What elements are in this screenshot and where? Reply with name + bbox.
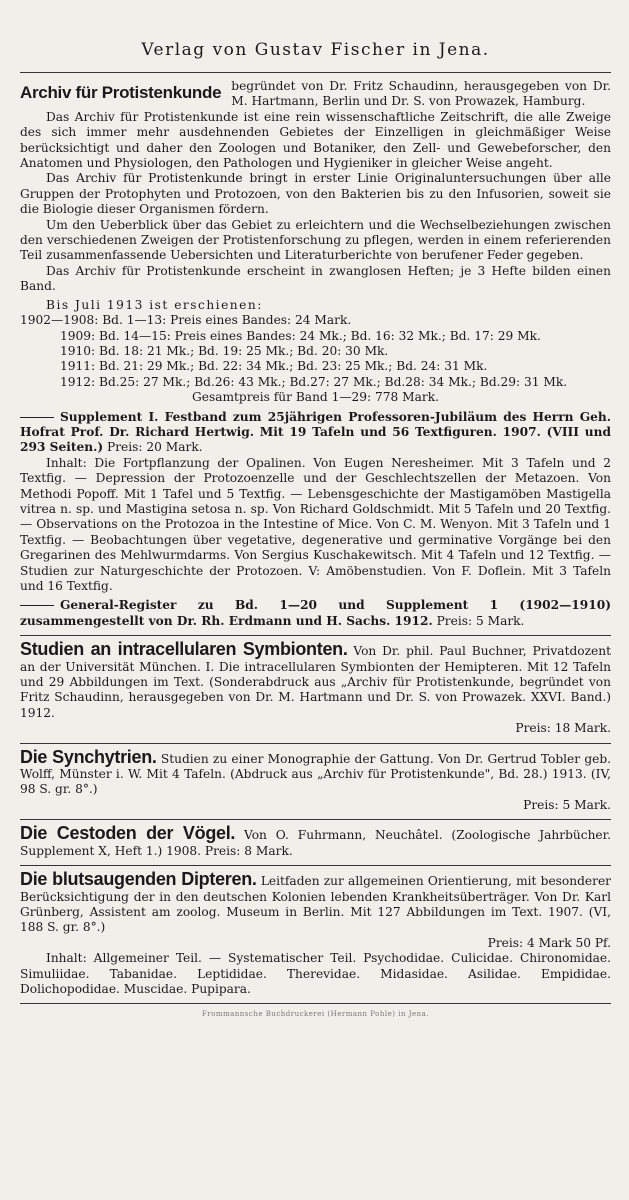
cestoden-title: Die Cestoden der Vögel. — [20, 823, 236, 844]
register-price: Preis: 5 Mark. — [436, 613, 525, 628]
total-price: Gesamtpreis für Band 1—29: 778 Mark. — [192, 390, 439, 405]
archiv-until: Bis Juli 1913 ist erschienen: — [46, 297, 263, 312]
archiv-paragraph-1: Das Archiv für Protistenkunde ist eine rein wissenschaftliche Zeitschrift, die alle Zweige des sich immer mehr ausdehnenden Gebietes der Einzelligen in gleichmäßiger Weise berücksichtigt und daher den Zoologen und Botaniker, den Zell- und Gewebeforscher, den Anatomen und Physiologen, den Pathologen und Hygieniker in gleicher Weise angeht. — [20, 109, 611, 171]
synchytrien-text: Studien zu einer Monographie der Gattung. Von Dr. Gertrud Tobler geb. Wolff, Münster i. W. Mit 4 Tafeln. (Abdruck aus „Archiv für Protistenkunde", Bd. 28.) 1913. (IV, 98 S. gr. 8°.) — [20, 751, 612, 797]
volume-list — [20, 313, 611, 390]
dash-rule — [20, 605, 54, 606]
dipteren-contents: Inhalt: Allgemeiner Teil. — Systematischer Teil. Psychodidae. Culicidae. Chironomidae. Simuliidae. Tabanidae. Leptididae. Therevidae. Midasidae. Asilidae. Empididae. Dolichopodidae. Muscidae. Pupipara. — [20, 951, 611, 996]
cestoden-text: Von O. Fuhrmann, Neuchâtel. (Zoologische Jahrbücher. Supplement X, Heft 1.) 1908. Preis: 8 Mark. — [20, 828, 612, 858]
publisher-header: Verlag von Gustav Fischer in Jena. — [141, 40, 490, 60]
studien-text: Von Dr. phil. Paul Buchner, Privatdozent an der Universität München. I. Die intracellularen Symbionten der Hemipteren. Mit 12 Tafeln und 29 Abbildungen im Text. (Sonderabdruck aus „Archiv für Protistenkunde, begründet von Fritz Schaudinn, herausgegeben von Dr. M. Hartmann und Dr. S. von Prowazek. XXVI. Band.) 1912. — [20, 644, 611, 720]
synchytrien-title: Die Synchytrien. — [20, 746, 157, 767]
dash-rule — [20, 417, 54, 418]
volume-line: 1909: Bd. 14—15: Preis eines Bandes: 24 Mk.; Bd. 16: 32 Mk.; Bd. 17: 29 Mk. — [60, 328, 541, 343]
bottom-rule — [20, 1003, 611, 1004]
archiv-title: Archiv für Protistenkunde — [20, 83, 222, 102]
volume-line: 1912: Bd.25: 27 Mk.; Bd.26: 43 Mk.; Bd.27: 27 Mk.; Bd.28: 34 Mk.; Bd.29: 31 Mk. — [60, 374, 568, 389]
synchytrien-price: Preis: 5 Mark. — [523, 797, 611, 812]
supplement-contents: Inhalt: Die Fortpflanzung der Opalinen. Von Eugen Neresheimer. Mit 3 Tafeln und 2 Textfig. — Depression der Protozoenzelle und der Geschlechtszellen der Metazoen. Von Methodi Popoff. Mit 1 Tafel und 5 Textfig. — Lebensgeschichte der Mastigamöben Mastigella vitrea n. sp. und Mastigina setosa n. sp. Von Richard Goldschmidt. Mit 5 Tafeln und 20 Textfig. — Observations on the Protozoa in the Intestine of Mice. Von C. M. Wenyon. Mit 3 Tafeln und 1 Textfig. — Beobachtungen über vegetative, degenerative und germinative Vorgänge bei den Gregarinen des Mehlwurmdarms. Von Sergius Kuschakewitsch. Mit 4 Tafeln und 12 Textfig. — Studien zur Naturgeschichte der Protozoen. V: Amöbenstudien. Von F. Doflein. Mit 3 Tafeln und 16 Textfig. — [20, 455, 611, 593]
supplement-entry — [20, 410, 611, 456]
dipteren-section — [20, 866, 611, 1003]
synchytrien-section — [20, 744, 611, 820]
volume-line: 1910: Bd. 18: 21 Mk.; Bd. 19: 25 Mk.; Bd. 20: 30 Mk. — [60, 343, 389, 358]
dipteren-price: Preis: 4 Mark 50 Pf. — [487, 935, 611, 950]
supplement-price: Preis: 20 Mark. — [107, 440, 203, 455]
archiv-paragraph-3: Um den Ueberblick über das Gebiet zu erleichtern und die Wechselbeziehungen zwischen den verschiedenen Zweigen der Protistenforschung zu pflegen, werden in einem referierenden Teil zusammenfassende Uebersichten und Literaturberichte von berufener Feder gegeben. — [20, 217, 611, 263]
volume-line: 1902—1908: Bd. 1—13: Preis eines Bandes: 24 Mark. — [20, 313, 352, 328]
archiv-paragraph-4: Das Archiv für Protistenkunde erscheint in zwanglosen Heften; je 3 Hefte bilden einen Band. — [20, 263, 611, 294]
supplement-text: Supplement I. Festband zum 25jährigen Professoren-Jubiläum des Herrn Geh. Hofrat Prof. Dr. Richard Hertwig. Mit 19 Tafeln und 56 Textfiguren. 1907. (VIII und 293 Seiten.) — [20, 409, 611, 455]
studien-section — [20, 636, 611, 742]
printer-imprint: Frommannsche Buchdruckerei (Hermann Pohle) in Jena. — [201, 1010, 430, 1019]
cestoden-section — [20, 820, 611, 865]
volume-line: 1911: Bd. 21: 29 Mk.; Bd. 22: 34 Mk.; Bd. 23: 25 Mk.; Bd. 24: 31 Mk. — [60, 359, 488, 374]
archiv-founded: begründet von Dr. Fritz Schaudinn, herausgegeben von Dr. M. Hartmann, Berlin und Dr. S. von Prowazek, Hamburg. — [231, 79, 611, 109]
dipteren-text: Leitfaden zur allgemeinen Orientierung, mit besonderer Berücksichtigung der in den deutschen Kolonien lebenden Krankheitsüberträger. Von Dr. Karl Grünberg, Assistent am zoolog. Museum in Berlin. Mit 127 Abbildungen im Text. 1907. (VI, 188 S. gr. 8°.) — [20, 874, 611, 935]
register-text: General-Register zu Bd. 1—20 und Supplement 1 (1902—1910) zusammengestellt von Dr. Rh. Erdmann und H. Sachs. 1912. — [20, 598, 611, 628]
register-entry — [20, 598, 611, 629]
dipteren-title: Die blutsaugenden Dipteren. — [20, 869, 257, 890]
studien-title: Studien an intracellularen Symbionten. — [20, 639, 348, 660]
studien-price: Preis: 18 Mark. — [515, 721, 611, 736]
archiv-paragraph-2: Das Archiv für Protistenkunde bringt in erster Linie Originaluntersuchungen über alle Gruppen der Protophyten und Protozoen, von den Bakterien bis zu den Infusorien, soweit sie die Biologie dieser Organismen fördern. — [20, 171, 611, 217]
archiv-section — [20, 73, 611, 635]
archiv-heading — [20, 79, 611, 110]
